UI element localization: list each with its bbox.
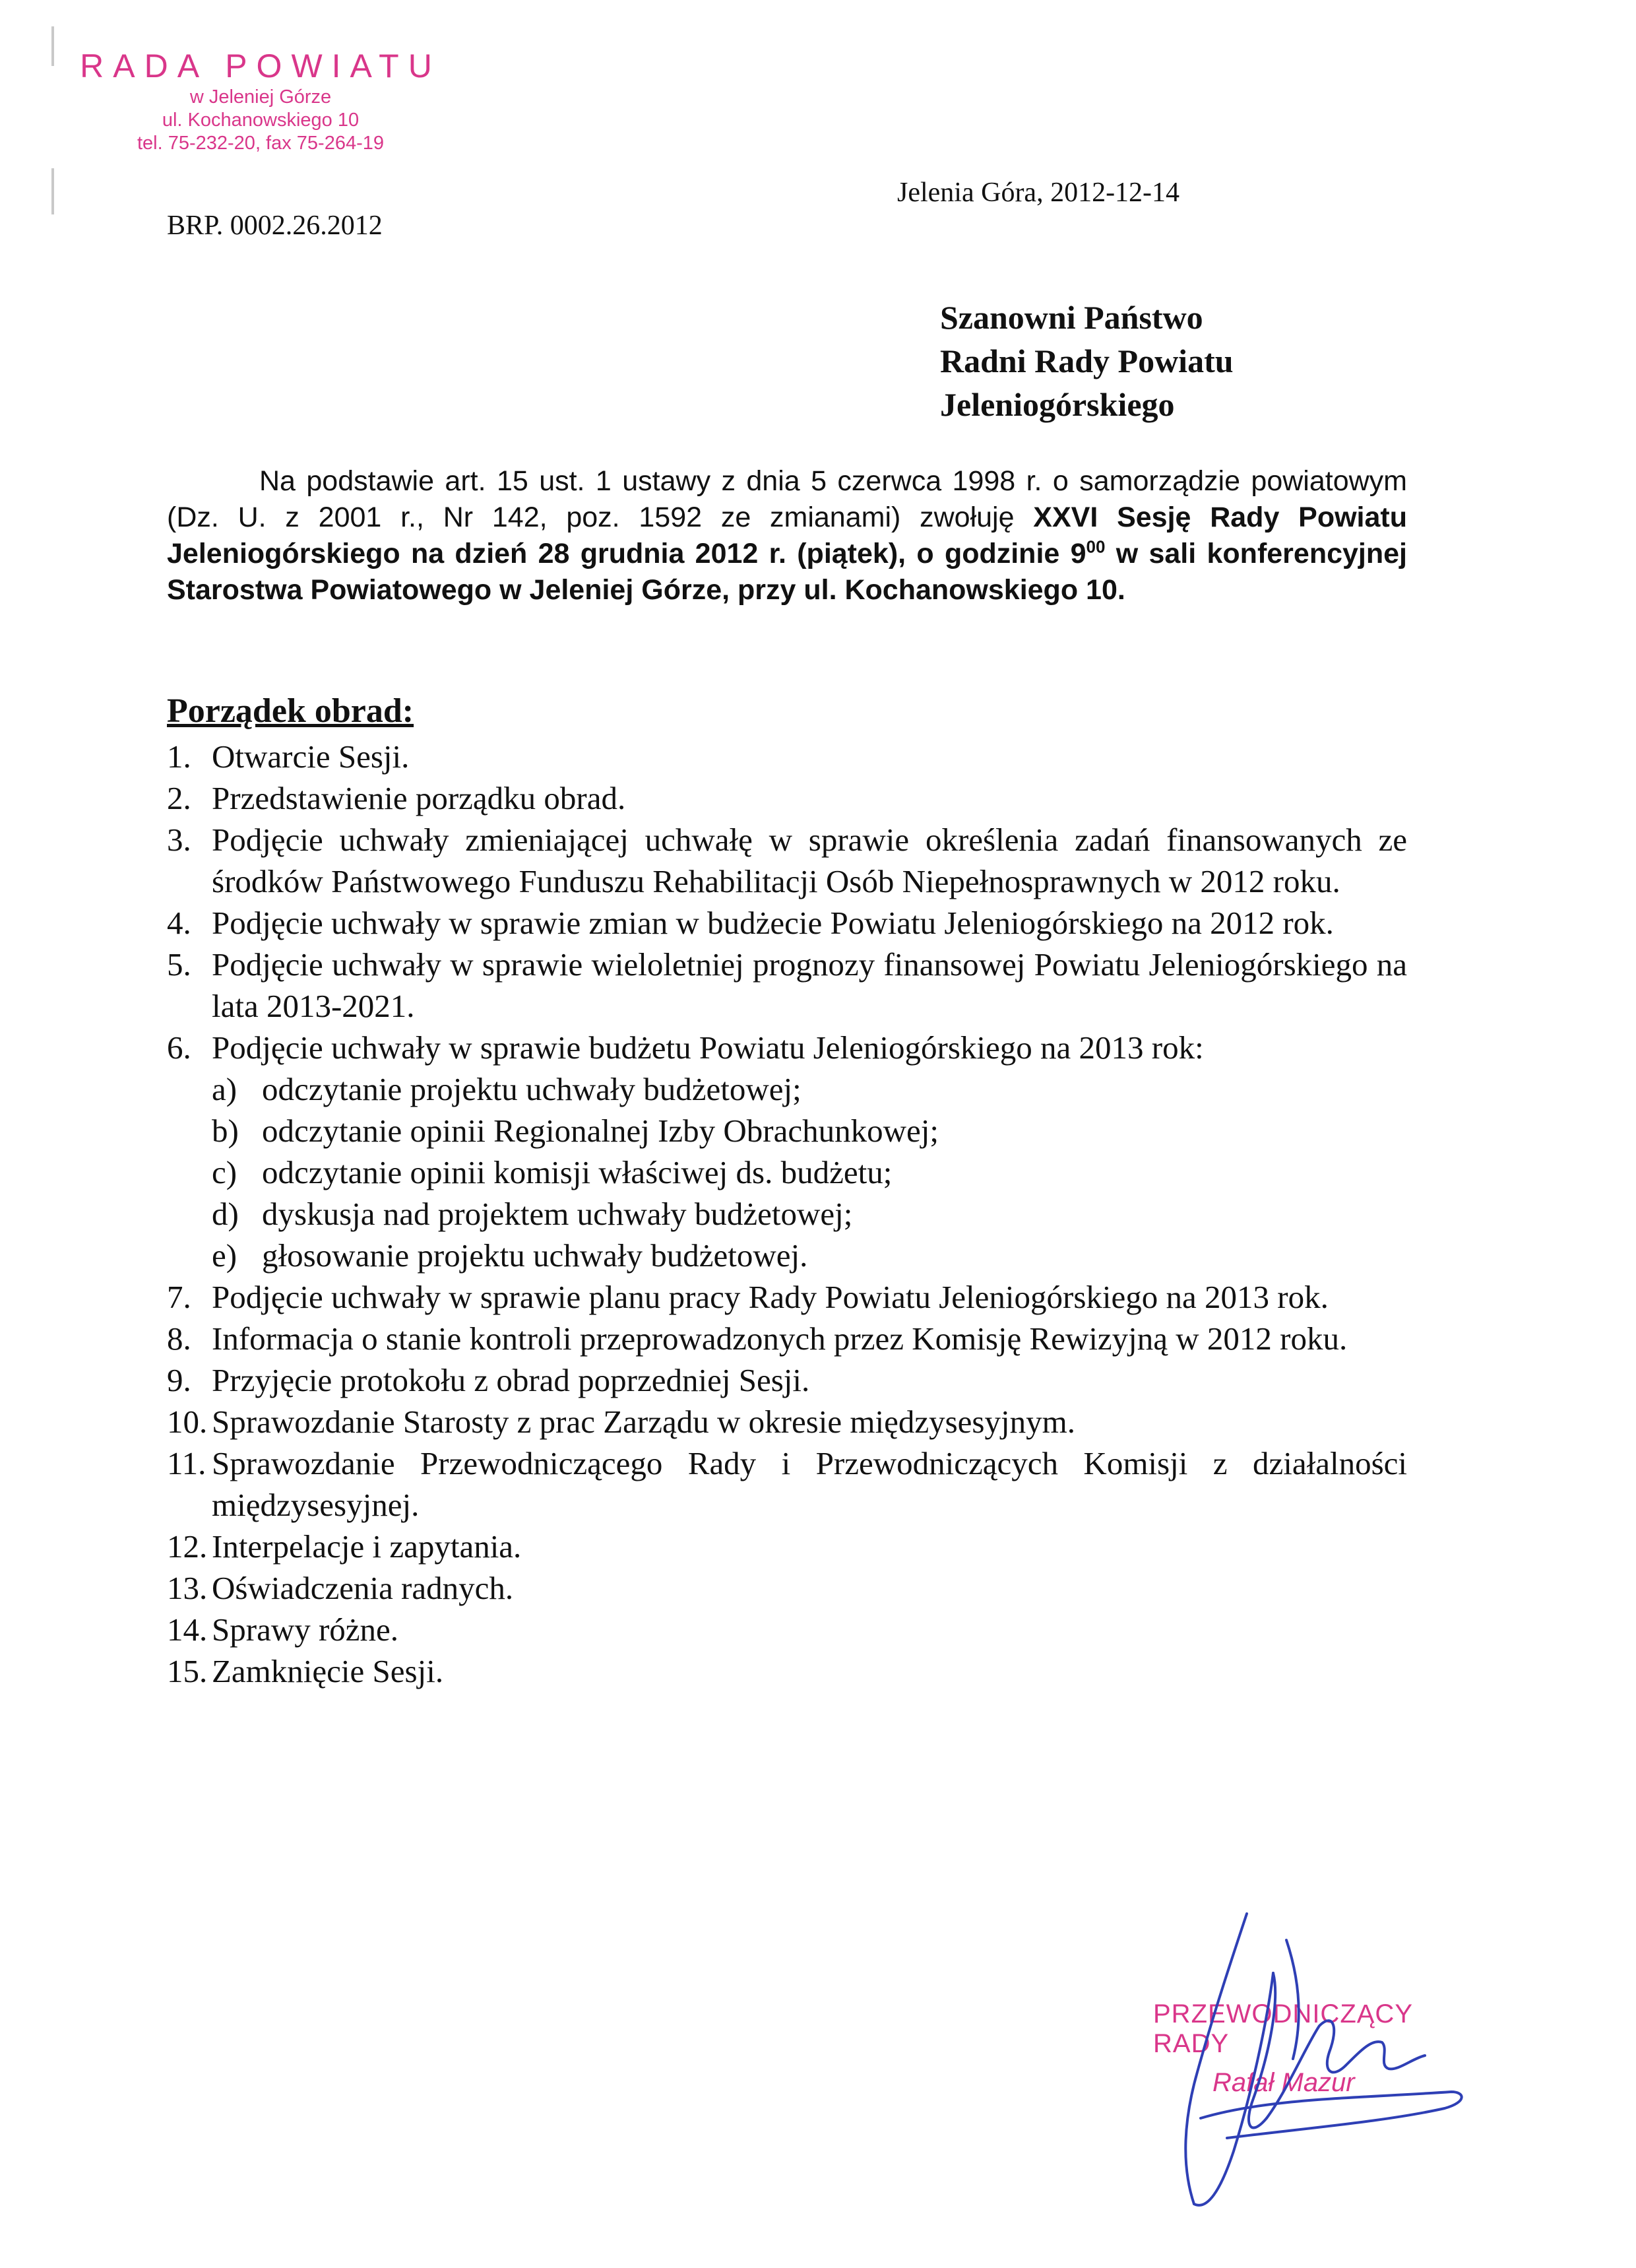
agenda-subitem-letter: d) xyxy=(212,1196,239,1232)
agenda-item-text: Interpelacje i zapytania. xyxy=(212,1528,522,1565)
agenda-item-number: 11. xyxy=(167,1445,206,1481)
council-stamp xyxy=(63,46,458,155)
agenda-subitem-letter: c) xyxy=(212,1154,237,1190)
agenda-item-number: 8. xyxy=(167,1320,191,1357)
agenda-item-text: Otwarcie Sesji. xyxy=(212,738,410,775)
agenda-item-text: Podjęcie uchwały w sprawie budżetu Powiatu Jeleniogórskiego na 2013 rok: xyxy=(212,1029,1204,1066)
agenda-item-text: Sprawozdanie Przewodniczącego Rady i Przewodniczących Komisji z działalności międzysesyjnej. xyxy=(212,1445,1407,1523)
agenda-item xyxy=(167,1526,1407,1567)
agenda-item-text: Przyjęcie protokołu z obrad poprzedniej Sesji. xyxy=(212,1362,810,1398)
agenda-item xyxy=(167,1442,1407,1526)
addressee-line: Jeleniogórskiego xyxy=(940,386,1175,423)
agenda-item-number: 13. xyxy=(167,1570,208,1606)
agenda-subitem-text: dyskusja nad projektem uchwały budżetowej; xyxy=(262,1196,853,1232)
agenda-item-number: 5. xyxy=(167,946,191,983)
agenda-item xyxy=(167,777,1407,819)
agenda-subitem-letter: b) xyxy=(212,1113,239,1149)
agenda-item xyxy=(167,1567,1407,1609)
intro-session-bold: XXVI Sesję Rady Powiatu Jeleniogórskiego na dzień 28 grudnia 2012 r. (piątek), o godzinie 9 xyxy=(167,502,1407,569)
agenda-heading: Porządek obrad: xyxy=(167,692,414,730)
agenda-item-number: 14. xyxy=(167,1611,208,1648)
agenda-subitem-letter: e) xyxy=(212,1237,237,1274)
agenda-item-number: 4. xyxy=(167,905,191,941)
addressee-line: Radni Rady Powiatu xyxy=(940,342,1234,379)
agenda-item-text: Podjęcie uchwały w sprawie wieloletniej prognozy finansowej Powiatu Jeleniogórskiego na lata 2013-2021. xyxy=(212,946,1407,1024)
agenda-item-text: Podjęcie uchwały w sprawie zmian w budżecie Powiatu Jeleniogórskiego na 2012 rok. xyxy=(212,905,1334,941)
agenda-item xyxy=(167,1359,1407,1401)
agenda-item-number: 1. xyxy=(167,738,191,775)
agenda-item xyxy=(167,902,1407,944)
chairman-stamp-name: Rafał Mazur xyxy=(1212,2068,1355,2097)
agenda-item-number: 15. xyxy=(167,1653,208,1689)
agenda-item-number: 7. xyxy=(167,1279,191,1315)
scan-mark xyxy=(51,26,54,66)
agenda-item xyxy=(167,1276,1407,1318)
agenda-list xyxy=(167,736,1407,1692)
stamp-address: ul. Kochanowskiego 10 xyxy=(162,110,360,131)
agenda-subitems xyxy=(167,1068,1407,1276)
reference-number: BRP. 0002.26.2012 xyxy=(167,211,383,241)
agenda-item-text: Podjęcie uchwały w sprawie planu pracy Rady Powiatu Jeleniogórskiego na 2013 rok. xyxy=(212,1279,1329,1315)
agenda-item xyxy=(167,1401,1407,1442)
stamp-city: w Jeleniej Górze xyxy=(189,86,332,108)
agenda-item xyxy=(167,819,1407,902)
agenda-item-text: Sprawozdanie Starosty z prac Zarządu w okresie międzysesyjnym. xyxy=(212,1404,1075,1440)
chairman-stamp-title: PRZEWODNICZĄCY RADY xyxy=(1153,1999,1413,2058)
agenda-item-text: Przedstawienie porządku obrad. xyxy=(212,780,626,816)
agenda-item xyxy=(167,944,1407,1027)
agenda-subitem-text: odczytanie projektu uchwały budżetowej; xyxy=(262,1071,802,1107)
agenda-item-number: 2. xyxy=(167,780,191,816)
agenda-subitem xyxy=(212,1193,1407,1235)
agenda-item xyxy=(167,1027,1407,1068)
agenda-subitem-letter: a) xyxy=(212,1071,237,1107)
intro-paragraph xyxy=(167,463,1407,608)
agenda-item xyxy=(167,736,1407,777)
intro-location-bold: w sali konferencyjnej Starostwa Powiatowego w Jeleniej Górze, przy ul. Kochanowskiego 10. xyxy=(167,538,1407,606)
place-date: Jelenia Góra, 2012-12-14 xyxy=(897,178,1180,208)
addressee-line: Szanowni Państwo xyxy=(940,299,1203,336)
agenda-item xyxy=(167,1609,1407,1650)
agenda-subitem-text: odczytanie opinii Regionalnej Izby Obrachunkowej; xyxy=(262,1113,939,1149)
scan-mark xyxy=(51,168,54,214)
agenda-item-number: 9. xyxy=(167,1362,191,1398)
agenda-item xyxy=(167,1650,1407,1692)
handwritten-signature xyxy=(1135,1900,1478,2230)
agenda-subitem-text: głosowanie projektu uchwały budżetowej. xyxy=(262,1237,808,1274)
agenda-item-number: 3. xyxy=(167,822,191,858)
agenda-item-number: 6. xyxy=(167,1029,191,1066)
agenda-item-number: 10. xyxy=(167,1404,208,1440)
intro-text: Na podstawie art. 15 ust. 1 ustawy z dnia 5 czerwca 1998 r. o samorządzie powiatowym (Dz. U. z 2001 r., Nr 142, poz. 1592 ze zmianami) zwołuję xyxy=(167,465,1407,533)
agenda-subitem xyxy=(212,1151,1407,1193)
agenda-subitem-text: odczytanie opinii komisji właściwej ds. budżetu; xyxy=(262,1154,893,1190)
addressee xyxy=(940,296,1234,426)
agenda-subitem xyxy=(212,1068,1407,1110)
agenda-item-number: 12. xyxy=(167,1528,208,1565)
agenda-item-text: Zamknięcie Sesji. xyxy=(212,1653,444,1689)
agenda-item-text: Podjęcie uchwały zmieniającej uchwałę w sprawie określenia zadań finansowanych ze środków Państwowego Funduszu Rehabilitacji Osób Niepełnosprawnych w 2012 roku. xyxy=(212,822,1407,899)
agenda-item-text: Informacja o stanie kontroli przeprowadzonych przez Komisję Rewizyjną w 2012 roku. xyxy=(212,1320,1348,1357)
stamp-phone: tel. 75-232-20, fax 75-264-19 xyxy=(137,133,385,154)
stamp-title: RADA POWIATU xyxy=(80,48,441,84)
agenda-subitem xyxy=(212,1235,1407,1276)
agenda-item xyxy=(167,1318,1407,1359)
agenda-subitem xyxy=(212,1110,1407,1151)
agenda-item-text: Sprawy różne. xyxy=(212,1611,399,1648)
intro-hour-superscript: 00 xyxy=(1086,536,1106,557)
agenda-item-text: Oświadczenia radnych. xyxy=(212,1570,514,1606)
